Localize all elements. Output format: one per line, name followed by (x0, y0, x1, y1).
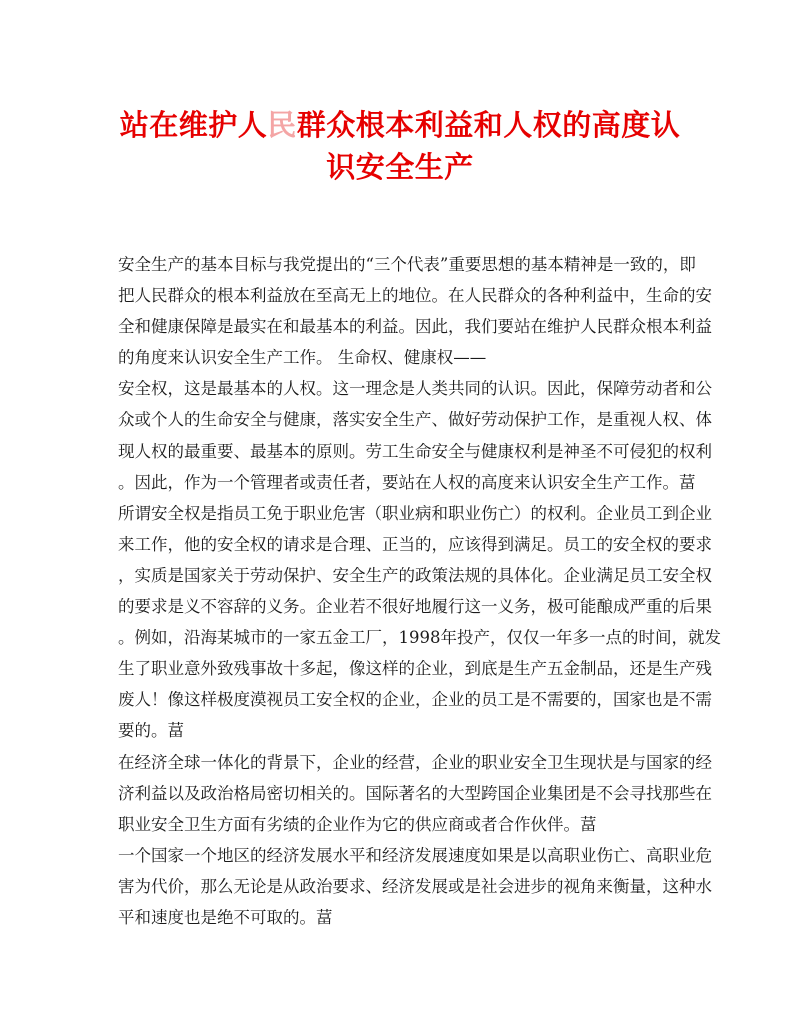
body-line: 职业安全卫生方面有劣绩的企业作为它的供应商或者合作伙伴。葍 (118, 814, 597, 834)
body-line: 的角度来认识安全生产工作。 生命权、健康权—— (118, 348, 487, 368)
body-line: 的要求是义不容辞的义务。企业若不很好地履行这一义务，极可能酿成严重的后果 (118, 597, 712, 617)
body-line: 全和健康保障是最实在和最基本的利益。因此，我们要站在维护人民群众根本利益 (118, 317, 712, 337)
document-title (110, 104, 690, 188)
body-line: 。因此，作为一个管理者或责任者，要站在人权的高度来认识安全生产工作。葍 (118, 472, 696, 492)
body-line: 来工作，他的安全权的请求是合理、正当的，应该得到满足。员工的安全权的要求 (118, 534, 712, 554)
body-line: 废人！像这样极度漠视员工安全权的企业，企业的员工是不需要的，国家也是不需 (118, 690, 712, 710)
body-line: ，实质是国家关于劳动保护、安全生产的政策法规的具体化。企业满足员工安全权 (118, 565, 712, 585)
title-line-1-part-a: 站在维护人 (119, 108, 268, 142)
body-line: 平和速度也是绝不可取的。葍 (118, 907, 333, 927)
body-line: 把人民群众的根本利益放在至高无上的地位。在人民群众的各种利益中，生命的安 (118, 286, 712, 306)
body-line: 安全权，这是最基本的人权。这一理念是人类共同的认识。因此，保障劳动者和公 (118, 379, 712, 399)
body-line: 害为代价，那么无论是从政治要求、经济发展或是社会进步的视角来衡量，这种水 (118, 876, 712, 896)
body-line: 众或个人的生命安全与健康，落实安全生产、做好劳动保护工作，是重视人权、体 (118, 410, 712, 430)
title-line-1 (110, 104, 690, 146)
body-line: 所谓安全权是指员工免于职业危害（职业病和职业伤亡）的权利。企业员工到企业 (118, 503, 712, 523)
body-line: 要的。葍 (118, 721, 184, 741)
title-line-1-faded-char: 民 (267, 108, 297, 142)
body-line: 安全生产的基本目标与我党提出的“三个代表”重要思想的基本精神是一致的，即 (118, 255, 696, 274)
body-line: 现人权的最重要、最基本的原则。劳工生命安全与健康权利是神圣不可侵犯的权利 (118, 441, 712, 461)
title-line-1-part-c: 群众根本利益和人权的高度认 (296, 108, 681, 142)
document-body (118, 249, 721, 933)
body-line: 在经济全球一体化的背景下，企业的经营，企业的职业安全卫生现状是与国家的经 (118, 752, 712, 772)
title-line-2: 识安全生产 (326, 150, 474, 184)
body-line: 。例如，沿海某城市的一家五金工厂，1998年投产，仅仅一年多一点的时间，就发 (118, 628, 721, 648)
body-line: 生了职业意外致残事故十多起，像这样的企业，到底是生产五金制品，还是生产残 (118, 659, 712, 679)
body-line: 一个国家一个地区的经济发展水平和经济发展速度如果是以高职业伤亡、高职业危 (118, 845, 712, 865)
body-line: 济利益以及政治格局密切相关的。国际著名的大型跨国企业集团是不会寻找那些在 (118, 783, 712, 803)
